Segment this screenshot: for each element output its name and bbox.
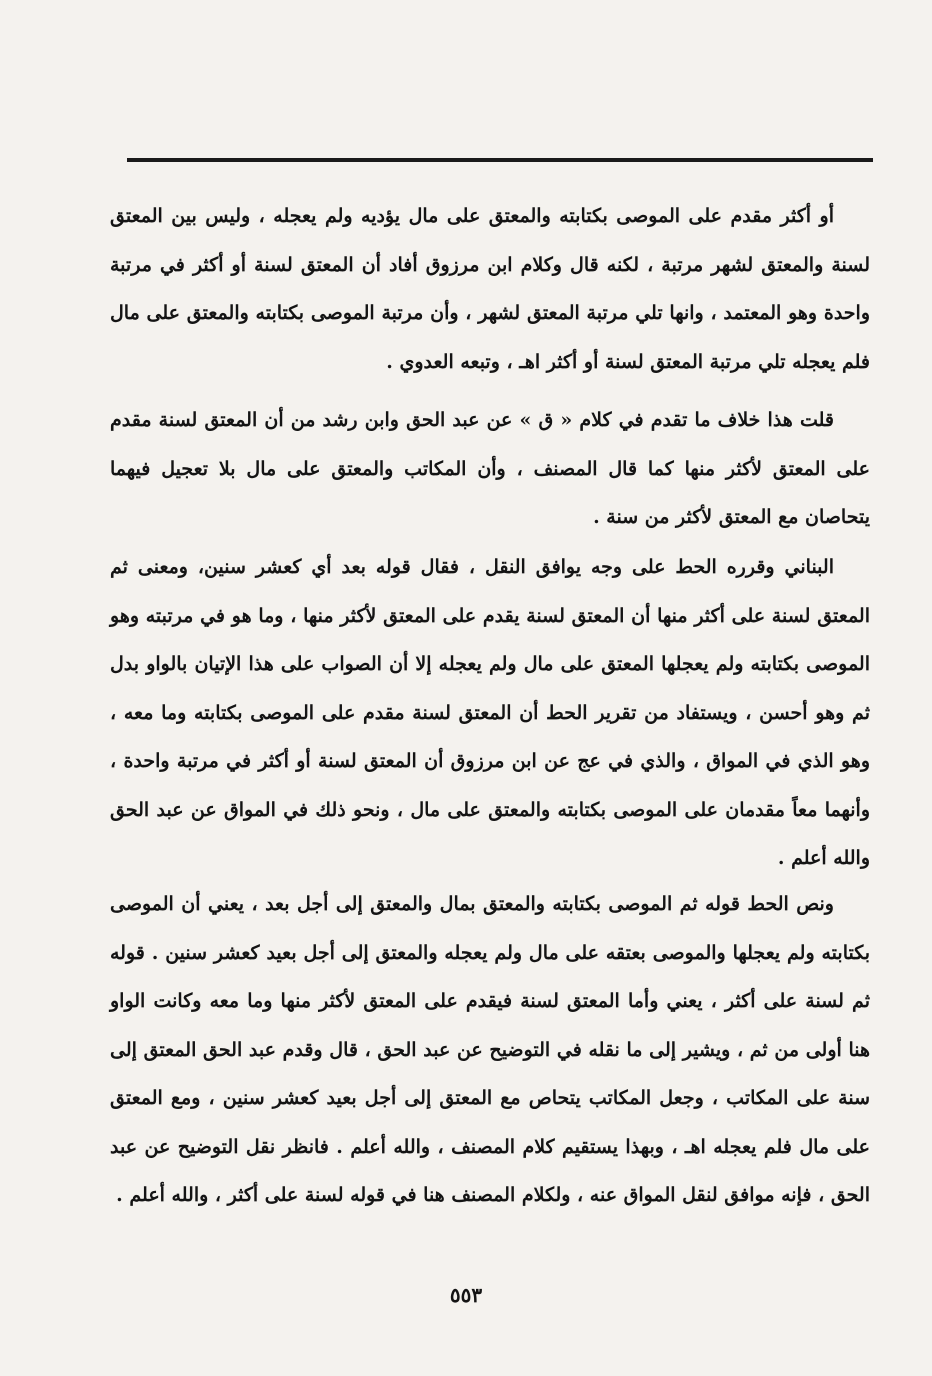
page-number: ٥٥٣ xyxy=(449,1283,483,1307)
paragraph-text: أو أكثر مقدم على الموصى بكتابته والمعتق على مال يؤديه ولم يعجله ، وليس بين المعتق لسنة والمعتق لشهر مرتبة ، لكنه قال وكلام ابن مرزوق أفاد أن المعتق لسنة أو أكثر في مرتبة واحدة وهو المعتمد ، وانها تلي مرتبة المعتق لشهر ، وأن مرتبة الموصى بكتابته والمعتق على مال فلم يعجله تلي مرتبة المعتق لسنة أو أكثر اهـ ، وتبعه العدوي . xyxy=(110,205,870,373)
paragraph-2 xyxy=(110,396,870,542)
paragraph-text: البناني وقرره الحط على وجه يوافق النقل ، فقال قوله بعد أي كعشر سنين، ومعنى ثم المعتق لسنة على أكثر منها أن المعتق لسنة يقدم على المعتق لأكثر منها ، وما هو في مرتبته وهو الموصى بكتابته ولم يعجلها المعتق على مال ولم يعجله إلا أن الصواب على هذا الإتيان بالواو بدل ثم وهو أحسن ، ويستفاد من تقرير الحط أن المعتق لسنة مقدم على الموصى بكتابته وما معه ، وهو الذي في المواق ، والذي في عج عن ابن مرزوق أن المعتق لسنة أو أكثر في مرتبة واحدة ، وأنهما معاً مقدمان على الموصى بكتابته والمعتق على مال ، ونحو ذلك في المواق عن عبد الحق والله أعلم . xyxy=(110,556,870,869)
paragraph-text: ونص الحط قوله ثم الموصى بكتابته والمعتق بمال والمعتق إلى أجل بعد ، يعني أن الموصى بكتابته ولم يعجلها والموصى بعتقه على مال ولم يعجله والمعتق إلى أجل بعيد كعشر سنين . قوله ثم لسنة على أكثر ، يعني وأما المعتق لسنة فيقدم على المعتق لأكثر منها وما معه وكانت الواو هنا أولى من ثم ، ويشير إلى ما نقله في التوضيح عن عبد الحق ، قال وقدم عبد الحق المعتق إلى سنة على المكاتب ، وجعل المكاتب يتحاص مع المعتق إلى أجل بعيد كعشر سنين ، ومع المعتق على مال فلم يعجله اهـ ، وبهذا يستقيم كلام المصنف ، والله أعلم . فانظر نقل التوضيح عن عبد الحق ، فإنه موافق لنقل المواق عنه ، ولكلام المصنف هنا في قوله لسنة على أكثر ، والله أعلم . xyxy=(110,893,870,1206)
paragraph-3 xyxy=(110,543,870,883)
header-rule xyxy=(127,158,873,162)
paragraph-1 xyxy=(110,192,870,386)
paragraph-text: قلت هذا خلاف ما تقدم في كلام « ق » عن عبد الحق وابن رشد من أن المعتق لسنة مقدم على المعتق لأكثر منها كما قال المصنف ، وأن المكاتب والمعتق على مال بلا تعجيل فيهما يتحاصان مع المعتق لأكثر من سنة . xyxy=(110,409,870,528)
paragraph-4 xyxy=(110,880,870,1220)
